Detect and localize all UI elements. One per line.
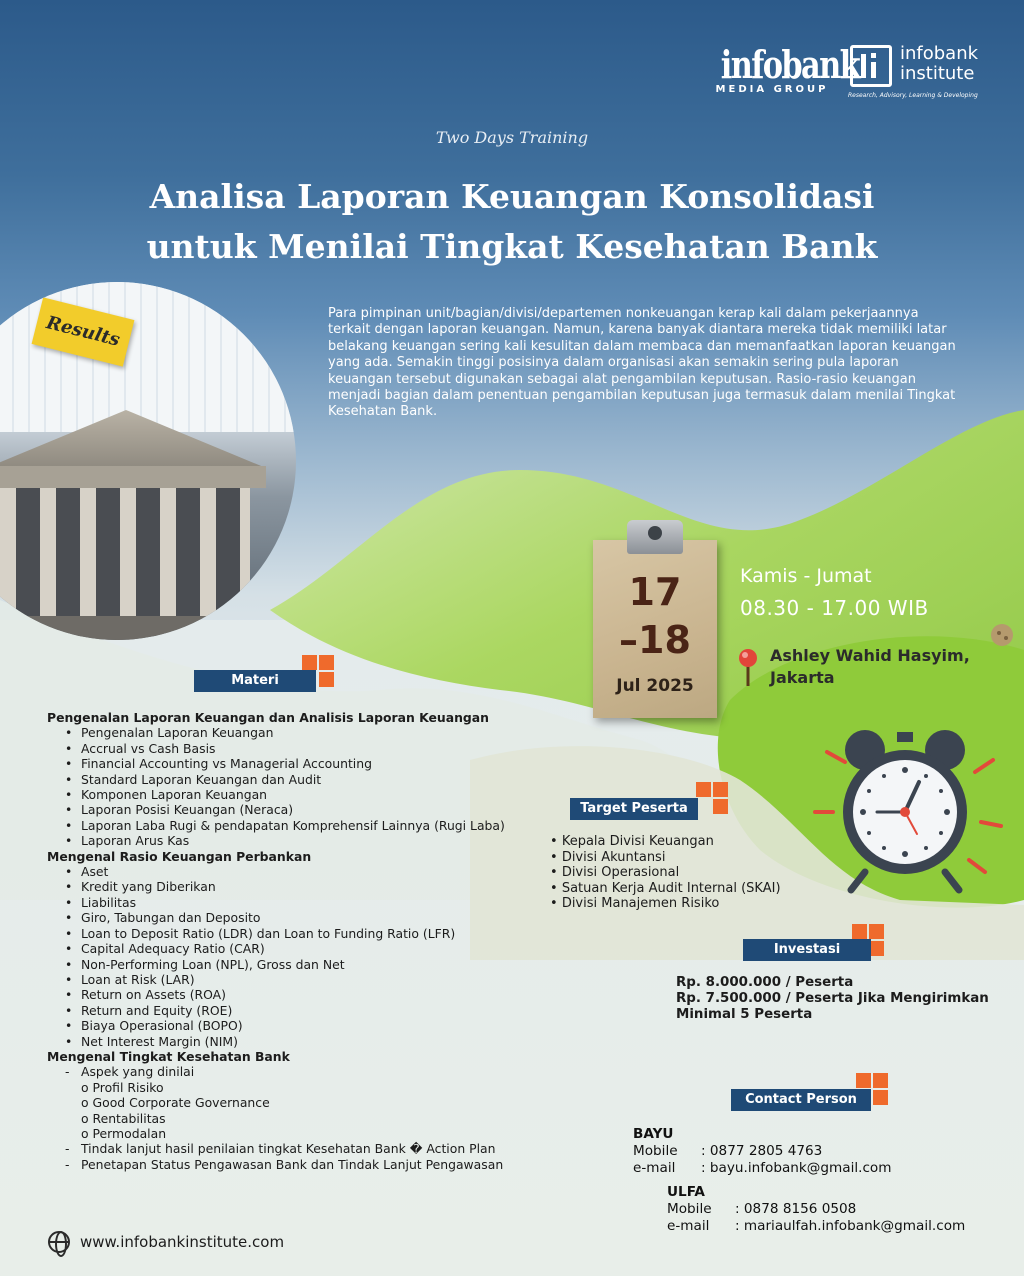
orange-square-decor (696, 782, 711, 797)
list-item: • Liabilitas (65, 894, 137, 910)
materi-list (47, 710, 507, 1172)
list-item: • Komponen Laporan Keuangan (65, 787, 268, 803)
contact-ulfa (667, 1184, 965, 1234)
investasi-details (676, 975, 989, 1024)
list-item: • Net Interest Margin (NIM) (65, 1033, 238, 1049)
binder-clip-icon (627, 520, 683, 554)
investasi-line1: Rp. 8.000.000 / Peserta (676, 975, 854, 990)
list-item: - Tindak lanjut hasil penilaian tingkat Kesehatan Bank � Action Plan (65, 1141, 496, 1157)
schedule-days: Kamis - Jumat (740, 565, 872, 587)
list-item: • Return on Assets (ROA) (65, 987, 226, 1003)
list-item: • Laporan Arus Kas (65, 833, 190, 849)
list-item: • Kredit yang Diberikan (65, 879, 216, 895)
page-title (0, 172, 1024, 272)
contact-email-row: e-mail : mariaulfah.infobank@gmail.com (667, 1217, 966, 1234)
date-day-start: 17 (628, 570, 682, 614)
contact-bayu (633, 1126, 892, 1176)
list-item: • Standard Laporan Keuangan dan Audit (65, 771, 322, 787)
target-list (550, 834, 781, 912)
orange-square-decor (319, 672, 334, 687)
contact-label: Contact Person (731, 1089, 871, 1111)
list-item: • Divisi Akuntansi (550, 849, 666, 865)
list-item: • Pengenalan Laporan Keuangan (65, 725, 274, 741)
contact-name: BAYU (633, 1126, 674, 1142)
bank-entablature (0, 466, 266, 488)
institute-tagline: Research, Advisory, Learning & Developing (848, 92, 978, 99)
target-label: Target Peserta (570, 798, 698, 820)
intro-paragraph: Para pimpinan unit/bagian/divisi/departemen nonkeuangan kerap kali dalam pekerjaannya terkait dengan laporan keuangan. Namun, karena banyak diantara mereka tidak memiliki latar belakang keuangan sering kali kesulitan dalam membaca dan memanfaatkan laporan keuangan yang ada. Semakin tinggi posisinya dalam organisasi akan semakin sering pula laporan keuangan tersebut digunakan sebagai alat pengambilan keputusan. Rasio-rasio keuangan menjadi bagian dalam penentuan pengambilan keputusan juga termasuk dalam menilai Tingkat Kesehatan Bank. (328, 306, 956, 420)
materi-heading: Mengenal Tingkat Kesehatan Bank (47, 1048, 290, 1064)
sub-item: o Rentabilitas (81, 1110, 166, 1126)
contact-mobile[interactable]: : 0878 8156 0508 (735, 1200, 857, 1217)
sub-item: o Permodalan (81, 1125, 167, 1141)
globe-icon (48, 1231, 70, 1253)
list-item: • Loan at Risk (LAR) (65, 971, 195, 987)
list-item: - Aspek yang dinilai (65, 1064, 195, 1080)
investasi-label: Investasi (743, 939, 871, 961)
list-item: • Capital Adequacy Ratio (CAR) (65, 941, 265, 957)
training-tagline: Two Days Training (435, 128, 589, 147)
list-item: • Biaya Operasional (BOPO) (65, 1018, 243, 1034)
sub-item: o Profil Risiko (81, 1079, 164, 1095)
contact-email[interactable]: : mariaulfah.infobank@gmail.com (735, 1217, 966, 1234)
list-item: • Loan to Deposit Ratio (LDR) dan Loan to Funding Ratio (LFR) (65, 925, 456, 941)
materi-heading: Mengenal Rasio Keuangan Perbankan (47, 848, 312, 864)
orange-square-decor (869, 941, 884, 956)
materi-label: Materi (194, 670, 316, 692)
location (770, 645, 970, 689)
orange-square-decor (713, 782, 728, 797)
contact-mobile[interactable]: : 0877 2805 4763 (701, 1142, 823, 1159)
sub-item: o Good Corporate Governance (81, 1095, 270, 1111)
list-item: • Laporan Laba Rugi & pendapatan Komprehensif Lainnya (Rugi Laba) (65, 817, 505, 833)
list-item: • Aset (65, 864, 109, 880)
orange-square-decor (852, 924, 867, 939)
infobank-subtitle: MEDIA GROUP (715, 84, 829, 95)
infobank-logo (708, 42, 860, 95)
list-item: • Laporan Posisi Keuangan (Neraca) (65, 802, 294, 818)
location-pin-icon (738, 648, 758, 688)
materi-heading: Pengenalan Laporan Keuangan dan Analisis Laporan Keuangan (47, 710, 489, 725)
list-item: • Kepala Divisi Keuangan (550, 834, 714, 849)
date-day-end: –18 (619, 618, 691, 662)
bank-columns (0, 488, 250, 618)
list-item: • Giro, Tabungan dan Deposito (65, 910, 261, 926)
list-item: • Divisi Operasional (550, 865, 680, 881)
contact-email[interactable]: : bayu.infobank@gmail.com (701, 1159, 892, 1176)
contact-email-row: e-mail : bayu.infobank@gmail.com (633, 1159, 892, 1176)
investasi-line3: Minimal 5 Peserta (676, 1007, 813, 1023)
orange-square-decor (713, 799, 728, 814)
institute-logo-icon (850, 45, 892, 87)
website-link[interactable]: www.infobankinstitute.com (80, 1233, 285, 1251)
location-line2: Jakarta (770, 668, 835, 687)
institute-logo-text (900, 44, 978, 84)
contact-mobile-row: Mobile : 0878 8156 0508 (667, 1200, 857, 1217)
schedule-time: 08.30 - 17.00 WIB (740, 596, 929, 620)
title-line2: untuk Menilai Tingkat Kesehatan Bank (146, 227, 878, 266)
location-line1: Ashley Wahid Hasyim, (770, 646, 970, 665)
list-item: • Satuan Kerja Audit Internal (SKAI) (550, 880, 781, 896)
investasi-line2: Rp. 7.500.000 / Peserta Jika Mengirimkan (676, 991, 989, 1007)
orange-square-decor (873, 1090, 888, 1105)
title-line1: Analisa Laporan Keuangan Konsolidasi (149, 177, 875, 216)
cookie-icon (991, 624, 1013, 646)
orange-square-decor (873, 1073, 888, 1088)
list-item: • Return and Equity (ROE) (65, 1002, 233, 1018)
orange-square-decor (856, 1073, 871, 1088)
list-item: • Accrual vs Cash Basis (65, 740, 216, 756)
list-item: • Non-Performing Loan (NPL), Gross dan Net (65, 956, 345, 972)
infobank-wordmark: infobank (720, 42, 860, 87)
results-note: Results (32, 297, 135, 366)
institute-line1: infobank (900, 43, 979, 64)
contact-name: ULFA (667, 1184, 705, 1200)
contact-mobile-row: Mobile : 0877 2805 4763 (633, 1142, 823, 1159)
orange-square-decor (319, 655, 334, 670)
bank-steps (0, 616, 278, 640)
list-item: - Penetapan Status Pengawasan Bank dan Tindak Lanjut Pengawasan (65, 1156, 504, 1172)
orange-square-decor (869, 924, 884, 939)
date-month-year: Jul 2025 (616, 676, 694, 696)
list-item: • Financial Accounting vs Managerial Accounting (65, 756, 372, 772)
orange-square-decor (302, 655, 317, 670)
institute-line2: institute (900, 63, 975, 84)
list-item: • Divisi Manajemen Risiko (550, 896, 720, 912)
